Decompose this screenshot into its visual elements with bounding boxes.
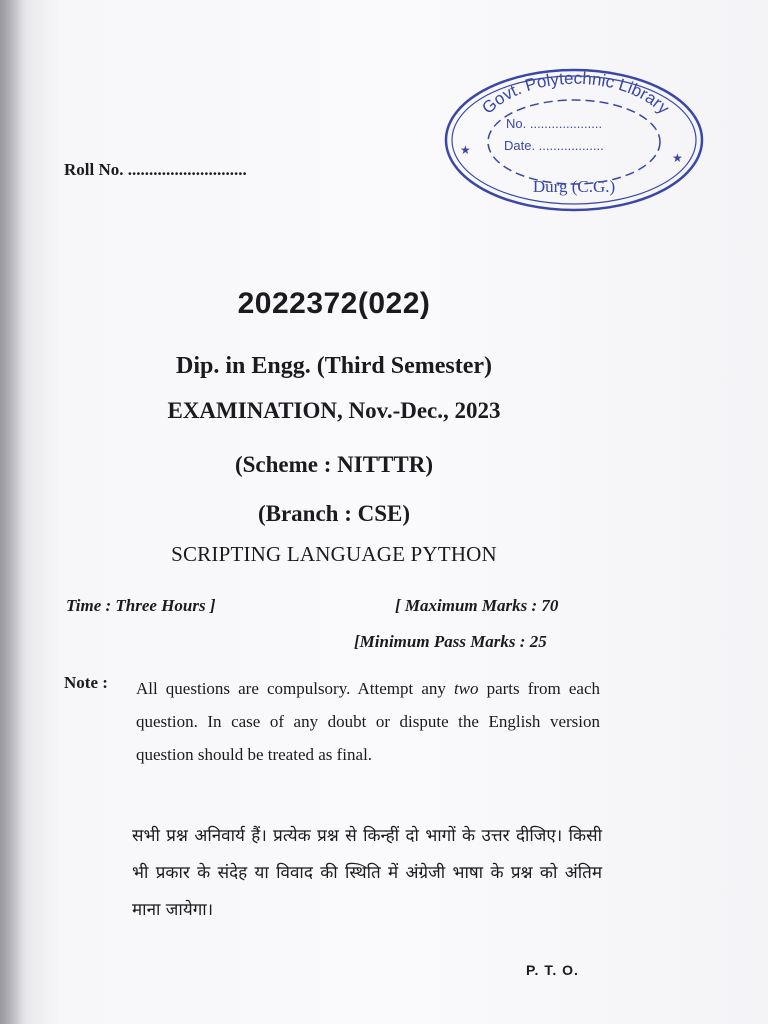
scheme-line: (Scheme : NITTTR) [234, 452, 434, 477]
note-text-end: parts from each question. In case of any doubt or dispute the English version question should be treated as final. [136, 679, 600, 764]
note-english [136, 672, 600, 771]
stamp-date-field: Date. .................. [504, 138, 604, 153]
stamp-top-text: Govt. Polytechnic Library [478, 68, 674, 118]
note-text-emphasis: two [453, 679, 479, 698]
please-turn-over: P. T. O. [526, 962, 579, 978]
stamp-star-left-icon: ★ [460, 143, 471, 157]
note-hindi: सभी प्रश्न अनिवार्य हैं। प्रत्येक प्रश्न से किन्हीं दो भागों के उत्तर दीजिए। किसी भी प्रकार के संदेह या विवाद की स्थिति में अंग्रेजी भाषा के प्रश्न को अंतिम माना जायेगा। [132, 826, 602, 920]
stamp-bottom-text: Durg (C.G.) [532, 177, 616, 196]
note-label: Note : [64, 673, 108, 692]
library-stamp [438, 58, 708, 218]
maximum-marks: [ Maximum Marks : 70 [395, 596, 559, 615]
roll-number-line: Roll No. ............................ [64, 160, 247, 179]
stamp-no-field: No. .................... [506, 116, 603, 131]
svg-text:Govt. Polytechnic Library [478, 69, 673, 118]
paper-code: 2022372(022) [237, 287, 431, 320]
note-text-start: All questions are compulsory. Attempt any [136, 679, 454, 698]
exam-title: EXAMINATION, Nov.-Dec., 2023 [167, 398, 501, 423]
minimum-pass-marks: [Minimum Pass Marks : 25 [354, 632, 547, 651]
course-title: Dip. in Engg. (Third Semester) [175, 353, 492, 379]
stamp-star-right-icon: ★ [672, 151, 683, 165]
branch-line: (Branch : CSE) [257, 501, 411, 526]
time-allowed: Time : Three Hours ] [66, 596, 216, 615]
subject-title: SCRIPTING LANGUAGE PYTHON [171, 542, 497, 566]
